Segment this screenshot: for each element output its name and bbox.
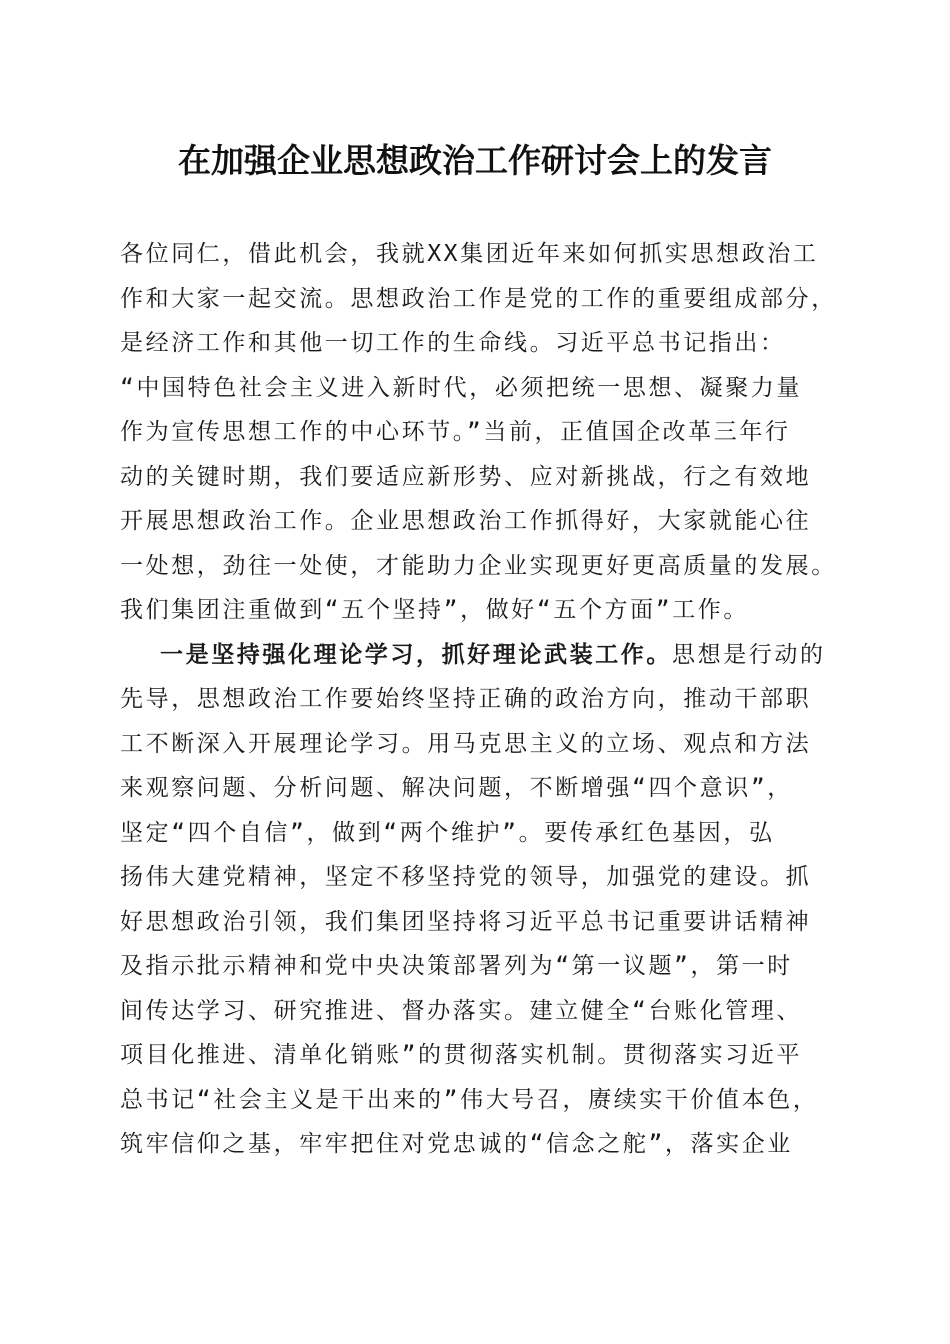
document-title: 在加强企业思想政治工作研讨会上的发言	[178, 141, 772, 180]
section1-line-3: 来观察问题、分析问题、解决问题，不断增强“四个意识”，	[120, 775, 793, 801]
section1-first-line	[120, 633, 838, 678]
body-line-3: 是经济工作和其他一切工作的生命线。习近平总书记指出：	[120, 330, 786, 356]
section1-first-line-rest: 思想是行动的	[672, 641, 826, 668]
body-line-1: 各位同仁，借此机会，我就XX集团近年来如何抓实思想政治工	[120, 241, 819, 267]
section1-line-1: 先导，思想政治工作要始终坚持正确的政治方向，推动干部职	[120, 686, 812, 712]
section1-line-6: 好思想政治引领，我们集团坚持将习近平总书记重要讲话精神	[120, 908, 812, 935]
body-line-6: 动的关键时期，我们要适应新形势、应对新挑战，行之有效地	[120, 463, 812, 490]
section1-line-5: 扬伟大建党精神，坚定不移坚持党的领导，加强党的建设。抓	[120, 864, 812, 890]
body-line-7: 开展思想政治工作。企业思想政治工作抓得好，大家就能心往	[120, 508, 812, 534]
body-line-4: “中国特色社会主义进入新时代，必须把统一思想、凝聚力量	[120, 374, 803, 401]
body-line-9: 我们集团注重做到“五个坚持”，做好“五个方面”工作。	[120, 597, 749, 623]
section1-line-7: 及指示批示精神和党中央决策部署列为“第一议题”，第一时	[120, 953, 793, 979]
body-line-2: 作和大家一起交流。思想政治工作是党的工作的重要组成部分，	[120, 285, 837, 312]
section1-line-11: 筑牢信仰之基，牢牢把住对党忠诚的“信念之舵”，落实企业	[120, 1131, 793, 1157]
section1-line-2: 工不断深入开展理论学习。用马克思主义的立场、观点和方法	[120, 730, 812, 757]
document-body	[120, 232, 838, 1167]
section1-heading: 一是坚持强化理论学习，抓好理论武装工作。	[160, 641, 672, 668]
section1-line-8: 间传达学习、研究推进、督办落实。建立健全“台账化管理、	[120, 997, 803, 1024]
section1-line-10: 总书记“社会主义是干出来的”伟大号召，赓续实干价值本色，	[120, 1086, 819, 1113]
section1-line-9: 项目化推进、清单化销账”的贯彻落实机制。贯彻落实习近平	[120, 1042, 803, 1068]
section1-line-4: 坚定“四个自信”，做到“两个维护”。要传承红色基因，弘	[120, 819, 775, 846]
body-line-5: 作为宣传思想工作的中心环节。”当前，正值国企改革三年行	[120, 419, 791, 445]
body-line-8: 一处想，劲往一处使，才能助力企业实现更好更高质量的发展。	[120, 552, 837, 579]
